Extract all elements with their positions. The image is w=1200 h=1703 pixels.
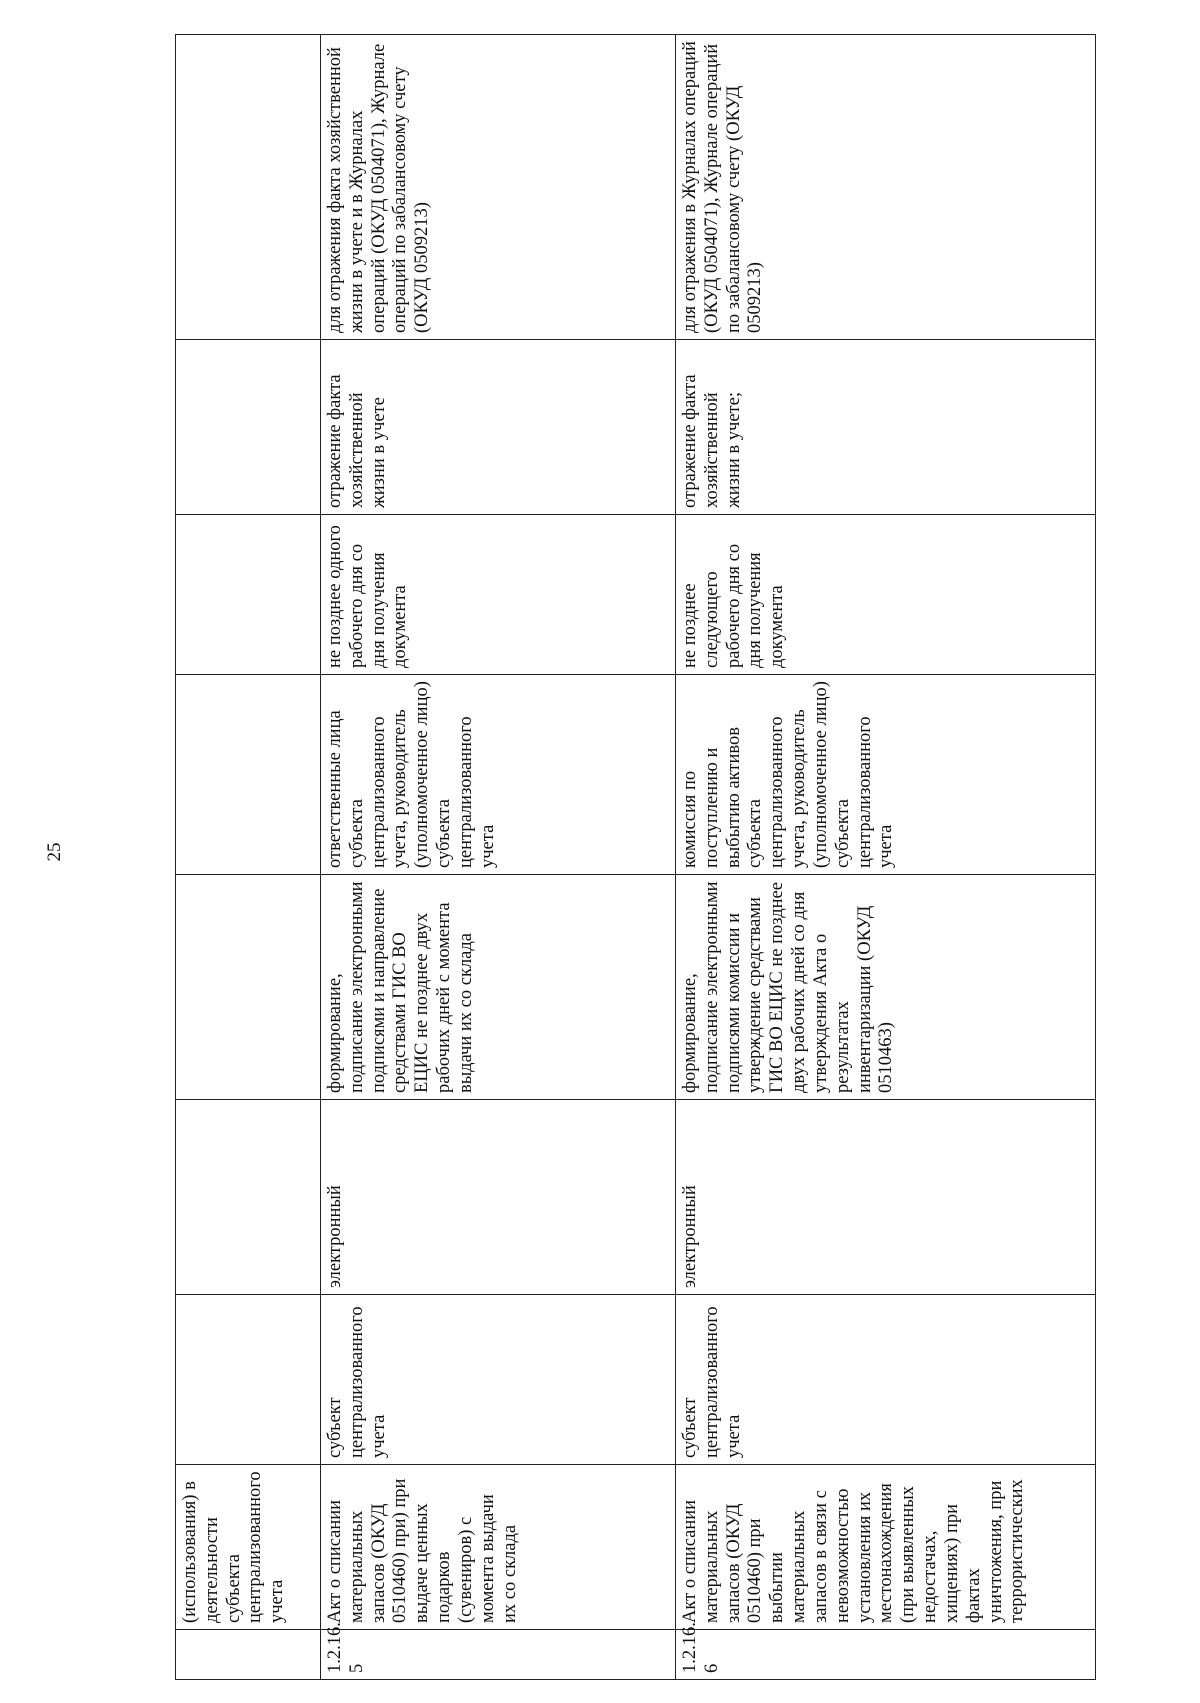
row-number-cell: 1.2.16. 6: [676, 1630, 1096, 1680]
action-cell: [176, 875, 321, 1100]
purpose-cell: для отражения факта хозяйственной жизни в учете и в Журналах операций (ОКУД 0504071), Журнале операций по забалансовому счету (ОКУД 0509213): [321, 35, 676, 340]
document-name-cell: (использования) в деятельности субъекта централизованного учета: [176, 1465, 321, 1630]
row-number-cell: 1.2.16. 5: [321, 1630, 676, 1680]
term-cell: не позднее следующего рабочего дня со дня получения документа: [676, 515, 1096, 675]
table-row: [676, 35, 1096, 1680]
form-cell: [176, 1100, 321, 1295]
rotated-table-container: [175, 35, 1095, 1680]
table-row: [176, 35, 321, 1680]
action-cell: формирование, подписание электронными подписями и направление средствами ГИС ВО ЕЦИС не позднее двух рабочих дней с момента выдачи их со склада: [321, 875, 676, 1100]
creator-cell: субъект централизованного учета: [676, 1295, 1096, 1465]
result-cell: [176, 340, 321, 515]
responsible-cell: комиссия по поступлению и выбытию активов субъекта централизованного учета, руководитель (уполномоченное лицо) субъекта централизованного учета: [676, 675, 1096, 875]
action-cell: формирование, подписание электронными подписями комиссии и утверждение средствами ГИС ВО ЕЦИС не позднее двух рабочих дней со дня утверждения Акта о результатах инвентаризации (ОКУД 0510463): [676, 875, 1096, 1100]
creator-cell: субъект централизованного учета: [321, 1295, 676, 1465]
document-table: [175, 34, 1096, 1680]
creator-cell: [176, 1295, 321, 1465]
table-row: [321, 35, 676, 1680]
document-name-cell: Акт о списании материальных запасов (ОКУД 0510460) при) при выдаче ценных подарков (сувениров) с момента выдачи их со склада: [321, 1465, 676, 1630]
term-cell: не позднее одного рабочего дня со дня получения документа: [321, 515, 676, 675]
page-number: 25: [44, 842, 65, 862]
form-cell: электронный: [321, 1100, 676, 1295]
form-cell: электронный: [676, 1100, 1096, 1295]
responsible-cell: [176, 675, 321, 875]
term-cell: [176, 515, 321, 675]
result-cell: отражение факта хозяйственной жизни в учете: [321, 340, 676, 515]
responsible-cell: ответственные лица субъекта централизованного учета, руководитель (уполномоченное лицо) субъекта централизованного учета: [321, 675, 676, 875]
row-number-cell: [176, 1630, 321, 1680]
result-cell: отражение факта хозяйственной жизни в учете;: [676, 340, 1096, 515]
document-name-cell: Акт о списании материальных запасов (ОКУД 0510460) при выбытии материальных запасов в связи с невозможностью установления их местонахождения (при выявленных недостачах, хищениях) при фактах уничтожения, при террористических: [676, 1465, 1096, 1630]
purpose-cell: [176, 35, 321, 340]
purpose-cell: для отражения в Журналах операций (ОКУД 0504071), Журнале операций по забалансовому счету (ОКУД 0509213): [676, 35, 1096, 340]
